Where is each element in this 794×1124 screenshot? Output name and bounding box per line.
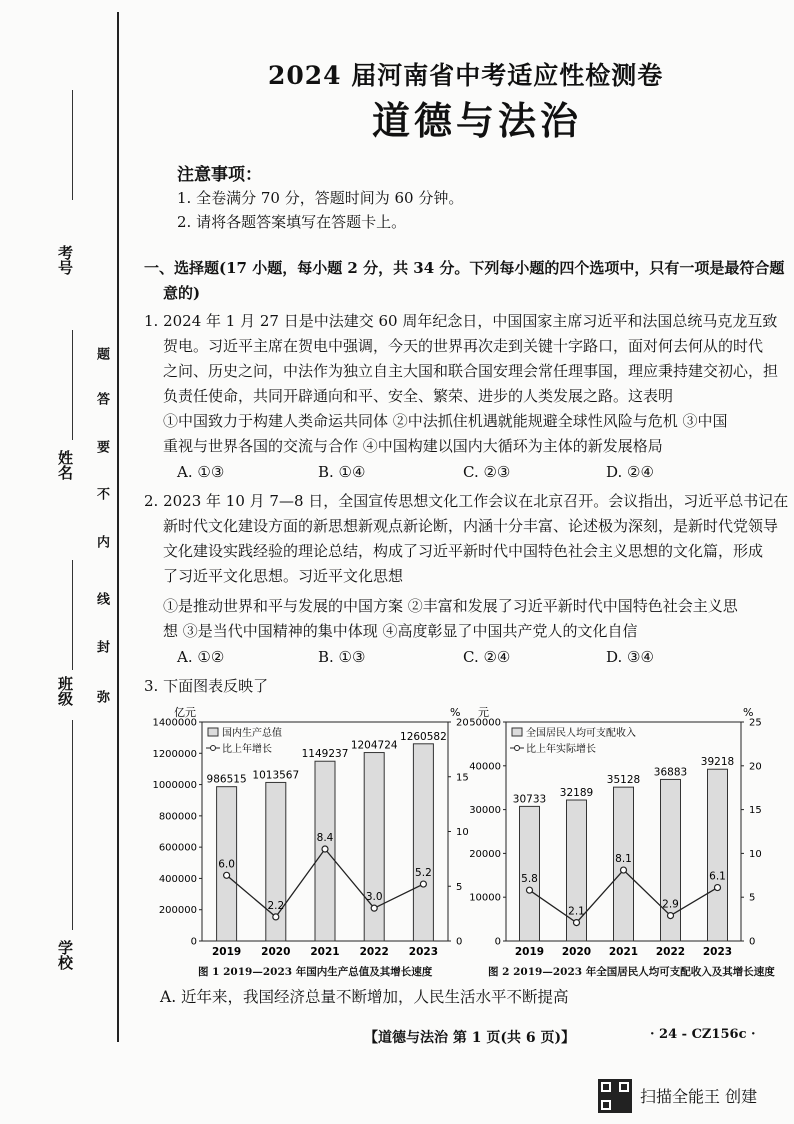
x-tick-label: 2019: [514, 946, 545, 958]
y-tick-label: 40000: [469, 761, 501, 773]
y2-tick-label: 10: [749, 848, 762, 860]
exam-no-underline: [72, 90, 73, 200]
q1-option-d[interactable]: D. ②④: [606, 463, 654, 481]
growth-point: [224, 872, 230, 878]
y-tick-label: 1000000: [152, 780, 197, 792]
section-heading-cont: 意的): [163, 284, 201, 302]
growth-value-label: 6.0: [218, 858, 235, 871]
q2-option-d[interactable]: D. ③④: [606, 648, 654, 666]
exam-no-label: 考号: [56, 245, 74, 275]
q2-option-c[interactable]: C. ②④: [463, 648, 511, 666]
y-tick-label: 1200000: [152, 748, 197, 760]
growth-value-label: 8.1: [615, 853, 632, 866]
school-label: 学校: [56, 940, 74, 970]
school-underline: [72, 720, 73, 930]
growth-point: [574, 920, 580, 926]
seal-word: 要: [94, 440, 109, 453]
bar-value-label: 986515: [206, 773, 247, 786]
y2-tick-label: 20: [749, 761, 762, 773]
x-tick-label: 2020: [261, 946, 291, 958]
left-axis-unit: 亿元: [174, 706, 196, 719]
seal-word: 内: [94, 535, 109, 548]
y-tick-label: 0: [494, 936, 501, 948]
growth-value-label: 8.4: [316, 832, 334, 845]
q3-option-a[interactable]: A. 近年来，我国经济总量不断增加，人民生活水平不断提高: [160, 988, 569, 1006]
seal-word: 题: [94, 347, 109, 360]
page-info: 【道德与法治 第 1 页(共 6 页)】: [364, 1030, 576, 1046]
q1-option-b[interactable]: B. ①④: [318, 463, 366, 481]
q1-line: ①中国致力于构建人类命运共同体 ②中法抓住机遇就能规避全球性风险与危机 ③中国: [163, 412, 728, 430]
y-tick-label: 1400000: [152, 717, 197, 729]
x-tick-label: 2021: [310, 946, 340, 958]
growth-value-label: 2.1: [568, 905, 585, 918]
q1-line: 重视与世界各国的交流与合作 ④中国构建以国内大循环为主体的新发展格局: [163, 437, 663, 455]
y-tick-label: 30000: [469, 805, 501, 817]
seal-word: 不: [94, 487, 109, 500]
y-tick-label: 10000: [469, 892, 501, 904]
legend-bar-swatch: [208, 728, 218, 736]
class-label: 班级: [56, 676, 74, 706]
x-tick-label: 2019: [211, 946, 242, 958]
q2-line: 2. 2023 年 10 月 7—8 日，全国宣传思想文化工作会议在北京召开。会议指出，习近平总书记在: [144, 492, 789, 510]
growth-point: [322, 846, 328, 852]
y-tick-label: 0: [190, 936, 197, 948]
legend-bar-label: 全国居民人均可支配收入: [526, 728, 636, 739]
right-axis-unit: %: [743, 706, 754, 719]
qr-code-icon: [598, 1079, 632, 1113]
bar-value-label: 1260582: [400, 730, 447, 743]
x-tick-label: 2023: [702, 946, 733, 958]
q2-line: 文化建设实践经验的理论总结，构成了习近平新时代中国特色社会主义思想的文化篇，形成: [163, 542, 764, 560]
q1-option-c[interactable]: C. ②③: [463, 463, 511, 481]
y-tick-label: 800000: [158, 811, 197, 823]
bar: [364, 753, 384, 941]
binding-line: [117, 12, 119, 1042]
seal-word: 答: [94, 392, 109, 405]
scanner-label: 扫描全能王 创建: [640, 1087, 758, 1106]
x-tick-label: 2021: [608, 946, 639, 958]
bar-value-label: 1204724: [350, 739, 398, 752]
right-axis-unit: %: [450, 706, 461, 719]
q2-option-a[interactable]: A. ①②: [177, 648, 225, 666]
class-underline: [72, 560, 73, 670]
q2-option-b[interactable]: B. ①③: [318, 648, 366, 666]
growth-point: [420, 881, 426, 887]
y-tick-label: 20000: [469, 848, 501, 860]
q2-line: ①是推动世界和平与发展的中国方案 ②丰富和发展了习近平新时代中国特色社会主义思: [163, 597, 738, 615]
growth-value-label: 2.2: [267, 899, 285, 912]
x-tick-label: 2022: [655, 946, 686, 958]
legend-bar-swatch: [512, 728, 522, 736]
q3-stem: 3. 下面图表反映了: [144, 677, 269, 695]
q1-line: 贺电。习近平主席在贺电中强调，今天的世界再次走到关键十字路口，面对何去何从的时代: [163, 337, 764, 355]
growth-point: [527, 887, 533, 893]
y2-tick-label: 15: [749, 805, 762, 817]
seal-word: 封: [94, 640, 109, 653]
notice-item: 1. 全卷满分 70 分，答题时间为 60 分钟。: [177, 189, 464, 207]
legend-line-marker: [211, 746, 216, 751]
y2-tick-label: 15: [456, 772, 469, 784]
left-axis-unit: 元: [478, 706, 489, 719]
bar: [413, 744, 433, 941]
bar-value-label: 32189: [559, 787, 594, 800]
y-tick-label: 600000: [158, 842, 197, 854]
growth-point: [621, 867, 627, 873]
y2-tick-label: 0: [456, 936, 463, 948]
q1-option-a[interactable]: A. ①③: [177, 463, 225, 481]
legend-line-label: 比上年增长: [222, 744, 272, 755]
growth-value-label: 6.1: [709, 870, 726, 883]
legend-bar-label: 国内生产总值: [222, 728, 282, 739]
chart-caption-2: 图 2 2019—2023 年全国居民人均可支配收入及其增长速度: [488, 966, 775, 978]
seal-word: 弥: [94, 690, 109, 703]
notice-heading: 注意事项：: [177, 165, 262, 185]
growth-point: [668, 913, 674, 919]
q1-line: 之问、历史之问，中法作为独立自主大国和联合国安理会常任理事国，理应秉持建交初心，担: [163, 362, 779, 380]
y-tick-label: 400000: [158, 873, 197, 885]
bar-value-label: 36883: [653, 766, 688, 779]
exam-title: 2024 届河南省中考适应性检测卷: [268, 61, 664, 90]
exam-code: · 24 - CZ156c ·: [650, 1027, 756, 1042]
growth-value-label: 3.0: [365, 891, 383, 904]
bar-value-label: 39218: [700, 756, 735, 769]
bar-value-label: 1149237: [301, 748, 349, 761]
x-tick-label: 2023: [408, 946, 439, 958]
bar: [708, 769, 728, 941]
seal-word: 线: [94, 592, 109, 605]
subject-title: 道德与法治: [372, 98, 583, 143]
q2-line: 新时代文化建设方面的新思想新观点新论断，内涵十分丰富、论述极为深刻，是新时代党领导: [163, 517, 779, 535]
growth-point: [371, 905, 377, 911]
growth-point: [715, 885, 721, 891]
growth-value-label: 2.9: [662, 898, 679, 911]
y2-tick-label: 10: [456, 827, 469, 838]
notice-item: 2. 请将各题答案填写在答题卡上。: [177, 213, 407, 231]
y2-tick-label: 20: [456, 717, 469, 729]
y2-tick-label: 5: [749, 892, 756, 904]
bar-value-label: 30733: [512, 793, 547, 806]
y2-tick-label: 25: [749, 717, 762, 729]
legend-line-marker: [515, 746, 520, 751]
x-tick-label: 2022: [359, 946, 389, 958]
q2-line: 了习近平文化思想。习近平文化思想: [163, 567, 404, 585]
section-heading: 一、选择题(17 小题，每小题 2 分，共 34 分。下列每小题的四个选项中，只有一项是最符合题: [144, 259, 785, 277]
y-tick-label: 200000: [158, 905, 197, 917]
q2-line: 想 ③是当代中国精神的集中体现 ④高度彰显了中国共产党人的文化自信: [163, 622, 638, 640]
chart-gdp: [148, 698, 473, 960]
name-label: 姓名: [56, 450, 74, 480]
q1-line: 1. 2024 年 1 月 27 日是中法建交 60 周年纪念日，中国国家主席习近平和法国总统马克龙互致: [144, 312, 778, 330]
name-underline: [72, 330, 73, 440]
y2-tick-label: 0: [749, 936, 756, 948]
growth-value-label: 5.2: [415, 867, 432, 880]
bar-value-label: 35128: [606, 774, 641, 787]
bar-value-label: 1013567: [252, 769, 300, 782]
growth-point: [273, 914, 279, 920]
chart-income: [469, 698, 776, 960]
growth-value-label: 5.8: [521, 873, 538, 886]
x-tick-label: 2020: [561, 946, 592, 958]
y-tick-label: 50000: [469, 717, 501, 729]
chart-caption-1: 图 1 2019—2023 年国内生产总值及其增长速度: [198, 966, 433, 978]
q1-line: 负责任使命，共同开辟通向和平、安全、繁荣、进步的人类发展之路。这表明: [163, 387, 674, 405]
legend-line-label: 比上年实际增长: [526, 744, 596, 755]
y2-tick-label: 5: [456, 881, 463, 893]
